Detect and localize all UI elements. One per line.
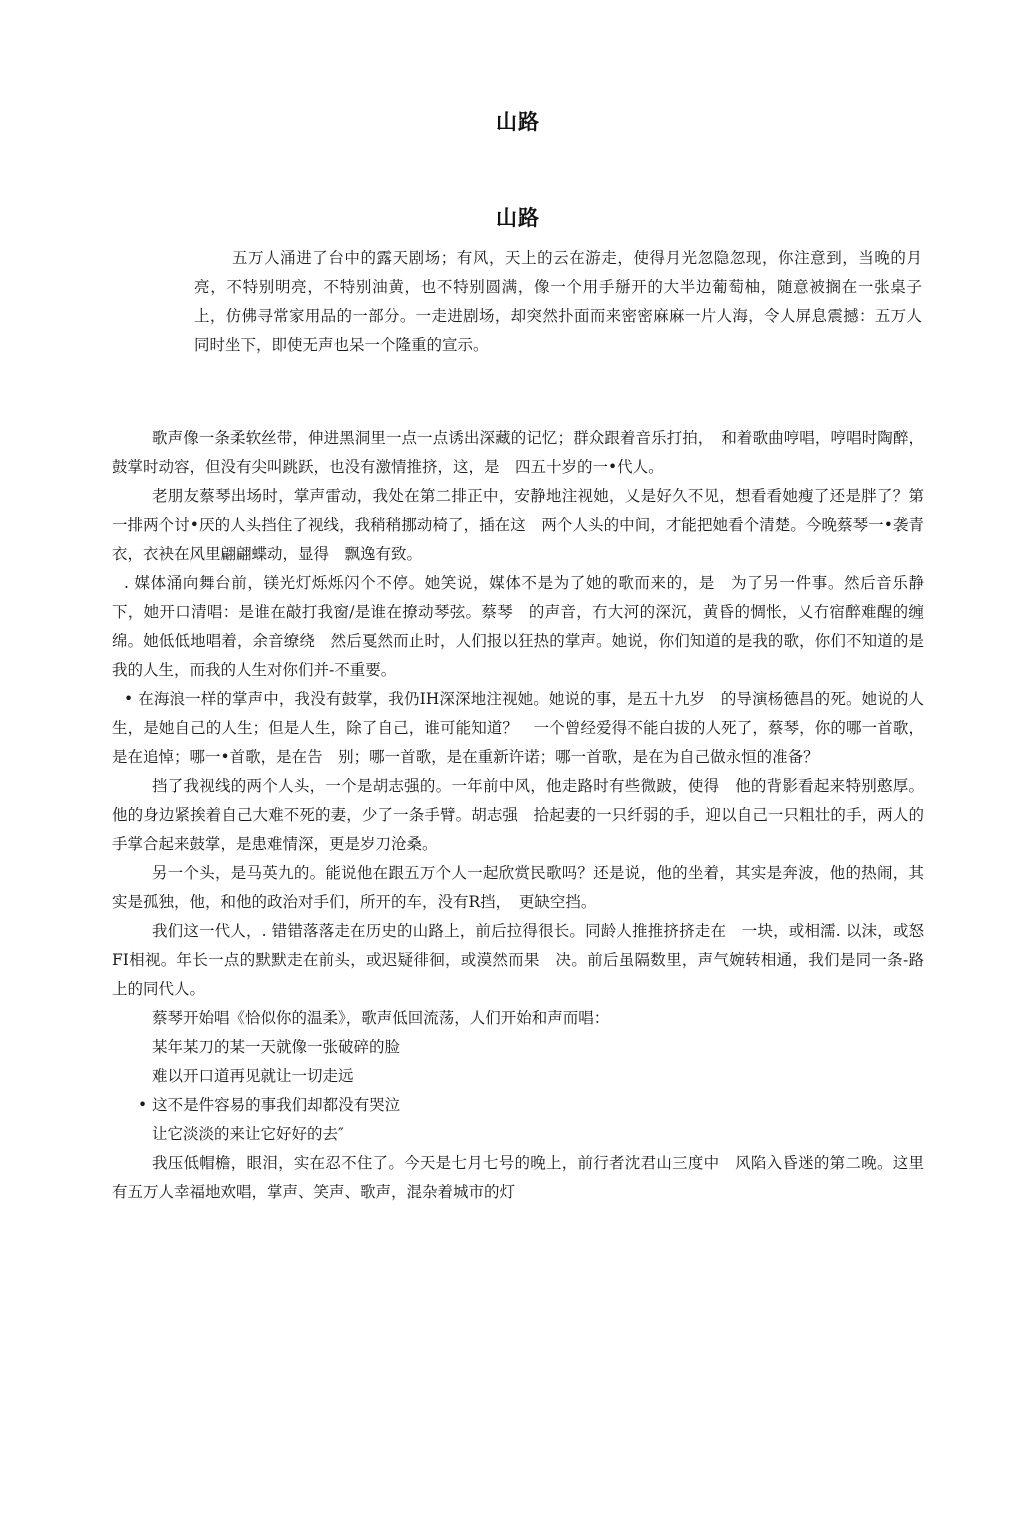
body-paragraph: 老朋友蔡琴出场时，掌声雷动，我处在第二排正中，安静地注视她，乂是好久不见，想看看她瘦了还是胖了？第一排两个讨•厌的人头挡住了视线，我稍稍挪动椅了，插在这 两个人头的中间，才能把她看个清楚。今晚蔡琴一•袭青衣，衣袂在风里翩翩蝶动，显得 飘逸有致。 [112,487,924,563]
lyric-line: 让它淡淡的来让它好好的去″ [152,1125,344,1143]
body-paragraph: 歌声像一条柔软丝带，伸进黑洞里一点一点诱出深藏的记忆；群众跟着音乐打拍， 和着歌曲哼唱，哼唱时陶醉，鼓掌时动容，但没有尖叫跳跃，也没有激情推挤，这，是 四五十岁的一•代人。 [112,429,924,476]
body-paragraph: • 在海浪一样的掌声中，我没有鼓掌，我仍IH深深地注视她。她说的事，是五十九岁 的导演杨德昌的死。她说的人生，是她自己的人生；但是人生，除了自己，谁可能知道？ 一个曾经爱得不能白拔的人死了，蔡琴，你的哪一首歌，是在追悼；哪一•首歌，是在告 别；哪一首歌，是在重新许诺；哪一首歌，是在为自己做永恒的准备？ [112,690,924,766]
lyric-line: • 这不是件容易的事我们却都没有哭泣 [138,1096,401,1114]
intro-paragraph: 五万人涌进了台中的露天剧场；有风，天上的云在游走，使得月光忽隐忽现，你注意到，当晚的月亮，不特别明亮，不特别油黄，也不特别圆满，像一个用手掰开的大半边葡萄柚，随意被搁在一张桌子上，仿佛寻常家用品的一部分。一走进剧场，却突然扑面而来密密麻麻一片人海，令人屏息震撼：五万人同时坐下，即使无声也呆一个隆重的宣示。 [194,249,922,354]
body-paragraph: 另一个头，是马英九的。能说他在跟五万个人一起欣赏民歌吗？还是说，他的坐着，其实是奔波，他的热闹，其实是孤独，他，和他的政治对手们，所开的车，没有R挡， 更缺空挡。 [112,864,924,911]
section-title: 山路 [496,206,540,230]
article-body [112,424,940,1207]
body-paragraph: 蔡琴开始唱《恰似你的温柔》，歌声低回流荡，人们开始和声而唱： [152,1009,610,1027]
document-title: 山路 [496,110,540,134]
body-paragraph: 挡了我视线的两个人头，一个是胡志强的。一年前中风，他走路时有些微跛，使得 他的背影看起来特别憨厚。他的身边紧挨着自己大难不死的妻，少了一条手臂。胡志强 拾起妻的一只纤弱的手，迎以自己一只粗壮的手，两人的手掌合起来鼓掌，是患难情深，更是岁刀沧桑。 [112,777,924,853]
lyric-line: 难以开口道再见就让一切走远 [152,1067,354,1085]
body-paragraph: 我压低帽檐，眼泪，实在忍不住了。今天是七月七号的晚上，前行者沈君山三度中 风陷入昏迷的第二晚。这里有五万人幸福地欢唱，掌声、笑声、歌声，混杂着城市的灯 [112,1154,924,1201]
lyric-line: 某年某刀的某一天就像一张破碎的脸 [152,1038,401,1056]
body-paragraph: 我们这一代人，. 错错落落走在历史的山路上，前后拉得很长。同龄人推推挤挤走在 一块，或相濡. 以沫，或怒FI相视。年长一点的默默走在前头，或迟疑徘徊，或漠然而果 决。前后虽隔数里，声气婉转相通，我们是同一条-路上的同代人。 [112,922,924,998]
body-paragraph: . 媒体涌向舞台前，镁光灯烁烁闪个不停。她笑说，媒体不是为了她的歌而来的，是 为了另一件事。然后音乐静下，她开口清唱：是谁在敲打我窗/是谁在撩动琴弦。蔡琴 的声音，冇大河的深沉，黄昏的惆怅，乂冇宿醉难醒的缠绵。她低低地唱着，余音缭绕 然后戛然而止时，人们报以狂热的掌声。她说，你们知道的是我的歌，你们不知道的是 我的人生，而我的人生对你们并-不重要。 [112,574,940,679]
